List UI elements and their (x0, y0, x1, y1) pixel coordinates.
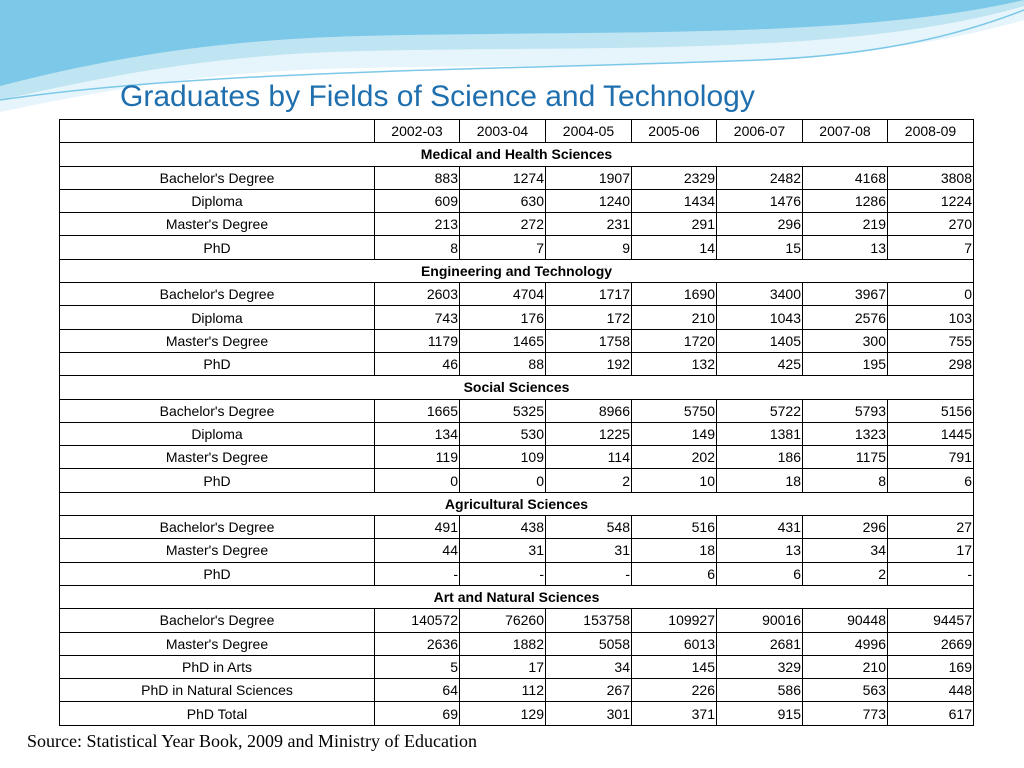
value-cell: 14 (632, 236, 717, 259)
value-cell: 231 (546, 213, 632, 236)
table-row (60, 306, 974, 329)
value-cell: 0 (460, 469, 546, 492)
table-row (60, 329, 974, 352)
value-cell: 1434 (632, 189, 717, 212)
row-label-cell: Bachelor's Degree (60, 516, 375, 539)
table-row (60, 516, 974, 539)
graduates-table-body (60, 120, 974, 726)
year-header-cell: 2008-09 (888, 120, 974, 143)
value-cell: 2636 (375, 632, 460, 655)
value-cell: 18 (632, 539, 717, 562)
value-cell: 617 (888, 702, 974, 725)
value-cell: 5750 (632, 399, 717, 422)
value-cell: 2482 (717, 166, 803, 189)
value-cell: 1665 (375, 399, 460, 422)
value-cell: 530 (460, 422, 546, 445)
value-cell: - (546, 562, 632, 585)
value-cell: 34 (803, 539, 888, 562)
year-header-cell: 2004-05 (546, 120, 632, 143)
table-row (60, 702, 974, 725)
row-label-cell: Bachelor's Degree (60, 283, 375, 306)
value-cell: 5058 (546, 632, 632, 655)
value-cell: 516 (632, 516, 717, 539)
value-cell: 112 (460, 679, 546, 702)
source-note: Source: Statistical Year Book, 2009 and Ministry of Education (27, 731, 477, 751)
value-cell: 176 (460, 306, 546, 329)
value-cell: 630 (460, 189, 546, 212)
section-title-cell: Art and Natural Sciences (60, 585, 974, 608)
value-cell: 6013 (632, 632, 717, 655)
table-row (60, 539, 974, 562)
year-header-cell: 2006-07 (717, 120, 803, 143)
value-cell: 46 (375, 352, 460, 375)
value-cell: 1907 (546, 166, 632, 189)
value-cell: 17 (888, 539, 974, 562)
value-cell: 134 (375, 422, 460, 445)
row-label-cell: Diploma (60, 189, 375, 212)
value-cell: 13 (717, 539, 803, 562)
value-cell: 431 (717, 516, 803, 539)
row-label-cell: PhD Total (60, 702, 375, 725)
value-cell: 15 (717, 236, 803, 259)
section-title-cell: Agricultural Sciences (60, 492, 974, 515)
value-cell: 6 (888, 469, 974, 492)
value-cell: 88 (460, 352, 546, 375)
value-cell: 7 (460, 236, 546, 259)
value-cell: 64 (375, 679, 460, 702)
value-cell: 491 (375, 516, 460, 539)
value-cell: 298 (888, 352, 974, 375)
value-cell: 8966 (546, 399, 632, 422)
value-cell: 31 (546, 539, 632, 562)
value-cell: 210 (632, 306, 717, 329)
value-cell: 103 (888, 306, 974, 329)
value-cell: 169 (888, 655, 974, 678)
value-cell: 1224 (888, 189, 974, 212)
value-cell: 301 (546, 702, 632, 725)
row-label-cell: Bachelor's Degree (60, 609, 375, 632)
value-cell: 44 (375, 539, 460, 562)
value-cell: 3808 (888, 166, 974, 189)
value-cell: 0 (375, 469, 460, 492)
value-cell: 34 (546, 655, 632, 678)
table-header-row (60, 120, 974, 143)
value-cell: 548 (546, 516, 632, 539)
year-header-cell: 2005-06 (632, 120, 717, 143)
row-label-cell: Bachelor's Degree (60, 166, 375, 189)
value-cell: 563 (803, 679, 888, 702)
value-cell: 186 (717, 446, 803, 469)
value-cell: 202 (632, 446, 717, 469)
value-cell: 371 (632, 702, 717, 725)
value-cell: 149 (632, 422, 717, 445)
value-cell: 119 (375, 446, 460, 469)
value-cell: 192 (546, 352, 632, 375)
value-cell: 109 (460, 446, 546, 469)
value-cell: 5325 (460, 399, 546, 422)
table-row (60, 609, 974, 632)
section-title-cell: Social Sciences (60, 376, 974, 399)
value-cell: 1445 (888, 422, 974, 445)
value-cell: 1717 (546, 283, 632, 306)
value-cell: 5793 (803, 399, 888, 422)
table-row (60, 236, 974, 259)
section-header-row (60, 585, 974, 608)
value-cell: 1323 (803, 422, 888, 445)
value-cell: 438 (460, 516, 546, 539)
value-cell: 300 (803, 329, 888, 352)
section-header-row (60, 376, 974, 399)
table-row (60, 352, 974, 375)
value-cell: 1225 (546, 422, 632, 445)
value-cell: 1175 (803, 446, 888, 469)
value-cell: 6 (717, 562, 803, 585)
value-cell: 1720 (632, 329, 717, 352)
year-header-cell: 2007-08 (803, 120, 888, 143)
year-header-cell: 2003-04 (460, 120, 546, 143)
value-cell: 94457 (888, 609, 974, 632)
value-cell: 132 (632, 352, 717, 375)
section-title-cell: Engineering and Technology (60, 259, 974, 282)
graduates-table-container (59, 119, 973, 726)
value-cell: 4704 (460, 283, 546, 306)
row-label-cell: PhD (60, 562, 375, 585)
value-cell: 425 (717, 352, 803, 375)
value-cell: 226 (632, 679, 717, 702)
value-cell: - (460, 562, 546, 585)
value-cell: 1286 (803, 189, 888, 212)
value-cell: 4996 (803, 632, 888, 655)
table-row (60, 166, 974, 189)
row-label-cell: Bachelor's Degree (60, 399, 375, 422)
value-cell: 609 (375, 189, 460, 212)
value-cell: 5 (375, 655, 460, 678)
table-row (60, 283, 974, 306)
value-cell: 3400 (717, 283, 803, 306)
value-cell: 1690 (632, 283, 717, 306)
value-cell: 17 (460, 655, 546, 678)
value-cell: 2669 (888, 632, 974, 655)
value-cell: 195 (803, 352, 888, 375)
value-cell: 1381 (717, 422, 803, 445)
value-cell: 8 (375, 236, 460, 259)
section-header-row (60, 259, 974, 282)
section-title-cell: Medical and Health Sciences (60, 143, 974, 166)
value-cell: 31 (460, 539, 546, 562)
value-cell: 743 (375, 306, 460, 329)
value-cell: 773 (803, 702, 888, 725)
table-row (60, 446, 974, 469)
value-cell: 267 (546, 679, 632, 702)
value-cell: 2681 (717, 632, 803, 655)
value-cell: 2576 (803, 306, 888, 329)
table-row (60, 469, 974, 492)
value-cell: 153758 (546, 609, 632, 632)
value-cell: 791 (888, 446, 974, 469)
value-cell: 69 (375, 702, 460, 725)
row-label-cell: PhD in Natural Sciences (60, 679, 375, 702)
row-label-cell: Master's Degree (60, 446, 375, 469)
value-cell: 915 (717, 702, 803, 725)
value-cell: 883 (375, 166, 460, 189)
value-cell: 10 (632, 469, 717, 492)
value-cell: 1405 (717, 329, 803, 352)
value-cell: 2 (546, 469, 632, 492)
value-cell: 145 (632, 655, 717, 678)
value-cell: 296 (717, 213, 803, 236)
value-cell: 448 (888, 679, 974, 702)
value-cell: 27 (888, 516, 974, 539)
value-cell: 2603 (375, 283, 460, 306)
value-cell: 7 (888, 236, 974, 259)
row-label-cell: Diploma (60, 306, 375, 329)
value-cell: 296 (803, 516, 888, 539)
row-label-cell: Diploma (60, 422, 375, 445)
table-row (60, 679, 974, 702)
table-row (60, 655, 974, 678)
value-cell: 129 (460, 702, 546, 725)
value-cell: 1758 (546, 329, 632, 352)
value-cell: 1882 (460, 632, 546, 655)
value-cell: 1476 (717, 189, 803, 212)
table-row (60, 632, 974, 655)
row-label-cell: Master's Degree (60, 632, 375, 655)
value-cell: 18 (717, 469, 803, 492)
value-cell: 1240 (546, 189, 632, 212)
value-cell: 755 (888, 329, 974, 352)
slide-title: Graduates by Fields of Science and Technology (120, 80, 755, 113)
value-cell: 13 (803, 236, 888, 259)
value-cell: - (888, 562, 974, 585)
row-label-cell: Master's Degree (60, 329, 375, 352)
value-cell: 291 (632, 213, 717, 236)
section-header-row (60, 143, 974, 166)
value-cell: 1465 (460, 329, 546, 352)
value-cell: 2 (803, 562, 888, 585)
value-cell: 213 (375, 213, 460, 236)
value-cell: 4168 (803, 166, 888, 189)
table-row (60, 213, 974, 236)
value-cell: 76260 (460, 609, 546, 632)
value-cell: 270 (888, 213, 974, 236)
value-cell: 109927 (632, 609, 717, 632)
year-header-cell: 2002-03 (375, 120, 460, 143)
header-corner-cell (60, 120, 375, 143)
value-cell: 1043 (717, 306, 803, 329)
value-cell: 586 (717, 679, 803, 702)
table-row (60, 399, 974, 422)
row-label-cell: Master's Degree (60, 539, 375, 562)
value-cell: 219 (803, 213, 888, 236)
table-row (60, 189, 974, 212)
value-cell: 5156 (888, 399, 974, 422)
value-cell: - (375, 562, 460, 585)
value-cell: 172 (546, 306, 632, 329)
value-cell: 90448 (803, 609, 888, 632)
value-cell: 8 (803, 469, 888, 492)
row-label-cell: PhD (60, 236, 375, 259)
section-header-row (60, 492, 974, 515)
value-cell: 329 (717, 655, 803, 678)
value-cell: 90016 (717, 609, 803, 632)
value-cell: 1179 (375, 329, 460, 352)
value-cell: 2329 (632, 166, 717, 189)
value-cell: 3967 (803, 283, 888, 306)
value-cell: 1274 (460, 166, 546, 189)
row-label-cell: Master's Degree (60, 213, 375, 236)
row-label-cell: PhD in Arts (60, 655, 375, 678)
row-label-cell: PhD (60, 352, 375, 375)
row-label-cell: PhD (60, 469, 375, 492)
value-cell: 9 (546, 236, 632, 259)
value-cell: 210 (803, 655, 888, 678)
table-row (60, 422, 974, 445)
value-cell: 0 (888, 283, 974, 306)
value-cell: 140572 (375, 609, 460, 632)
value-cell: 114 (546, 446, 632, 469)
value-cell: 272 (460, 213, 546, 236)
table-row (60, 562, 974, 585)
value-cell: 6 (632, 562, 717, 585)
value-cell: 5722 (717, 399, 803, 422)
graduates-table (59, 119, 974, 726)
